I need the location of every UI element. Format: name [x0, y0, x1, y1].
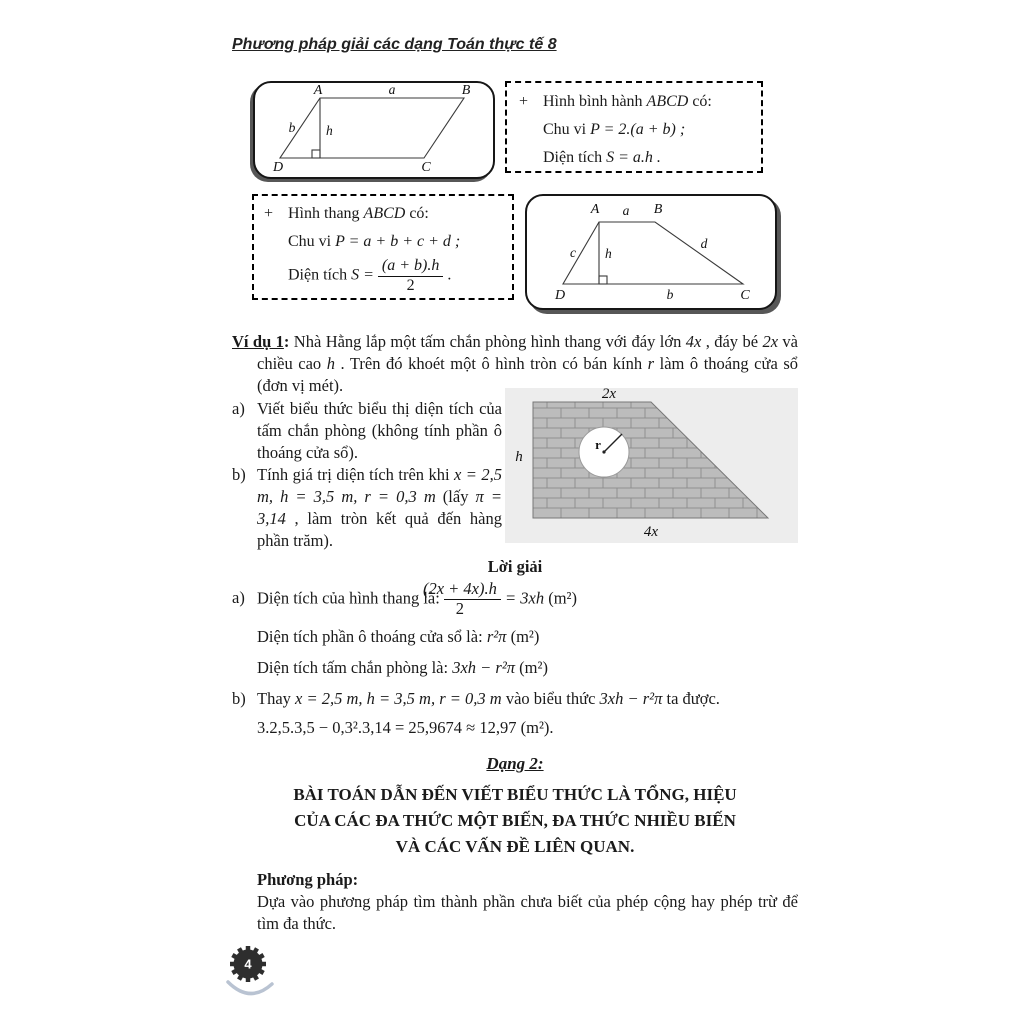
trapezoid-figure-box — [525, 194, 777, 310]
math-4x: 4x — [685, 332, 702, 351]
example-questions — [232, 398, 502, 552]
vertex-a-label: A — [590, 202, 600, 217]
question-b — [232, 464, 502, 552]
parallelogram-title-line — [519, 88, 761, 116]
vertex-b-label: B — [461, 83, 471, 98]
example-text-4: . Trên đó khoét một ô hình tròn có bán kính — [334, 354, 648, 373]
question-b-text-3: , làm tròn kết quả đến hàng phần trăm). — [257, 509, 502, 550]
side-a-label: a — [388, 83, 396, 97]
vertex-d-label: D — [554, 288, 566, 303]
height-label: h — [515, 449, 523, 465]
circle-center-dot — [602, 450, 605, 453]
perimeter-label: Chu vi — [543, 121, 591, 138]
question-a-text: Viết biểu thức biểu thị diện tích của tấm chắn phòng (không tính phần ô thoáng cửa sổ). — [257, 399, 502, 462]
perimeter-label: Chu vi — [288, 233, 336, 250]
fraction-denominator: 2 — [455, 599, 465, 619]
dang-2-heading-line-3: VÀ CÁC VẤN ĐỀ LIÊN QUAN. — [395, 836, 635, 856]
example-label: Ví dụ 1 — [232, 332, 284, 351]
page-number-badge — [222, 942, 280, 1008]
solution-b-calculation: 3.2,5.3,5 − 0,3².3,14 = 25,9674 ≈ 12,97 (m²). — [257, 717, 554, 737]
trapezoid-area-line — [264, 257, 512, 295]
brick-figure-panel — [505, 388, 798, 552]
solution-a-fraction — [422, 579, 501, 619]
solution-a-rhs: = 3xh — [500, 588, 545, 608]
page-header: Phương pháp giải các dạng Toán thực tế 8 — [232, 36, 557, 53]
solution-line-3 — [232, 657, 798, 679]
side-d-label: d — [700, 236, 708, 251]
trapezoid-title-math: ABCD — [363, 205, 406, 222]
question-b-text-2: (lấy — [435, 487, 476, 506]
dang-2-heading-line-1: BÀI TOÁN DẪN ĐẾN VIẾT BIỂU THỨC LÀ TỔNG, HIỆU — [293, 784, 737, 804]
fraction-numerator: (a + b).h — [378, 257, 443, 277]
vertex-c-label: C — [421, 160, 431, 173]
content-column — [232, 36, 798, 935]
side-c-label: c — [570, 245, 576, 260]
solution-line-2-math: r²π — [486, 626, 507, 646]
parallelogram-title-end: có: — [688, 93, 712, 110]
question-b-text-1: Tính giá trị diện tích trên khi — [257, 465, 455, 484]
area-formula: S = a.h . — [606, 149, 661, 166]
dang-2-heading — [232, 782, 798, 860]
trapezoid-title: Hình thang — [288, 205, 364, 222]
question-b-label: b) — [232, 465, 246, 484]
method-text: Dựa vào phương pháp tìm thành phần chưa biết của phép cộng hay phép trừ để tìm đa thức. — [257, 891, 798, 933]
parallelogram-figure-box — [253, 81, 495, 179]
solution-b-math-1: x = 2,5 m, h = 3,5 m, r = 0,3 m — [295, 688, 502, 708]
height-label: h — [326, 123, 333, 138]
radius-label: r — [595, 437, 601, 452]
formula-row-parallelogram — [232, 81, 798, 179]
question-a — [232, 398, 502, 464]
solution-b-line — [232, 688, 798, 710]
math-r: r — [647, 354, 655, 373]
formula-row-trapezoid — [232, 194, 798, 310]
example-body — [232, 388, 798, 552]
solution-a-unit: (m²) — [544, 588, 577, 608]
fraction-numerator: (2x + 4x).h — [444, 580, 501, 600]
height-label: h — [605, 246, 612, 261]
solution-b-label: b) — [232, 688, 246, 708]
solution-b-text-1: Thay — [257, 688, 296, 708]
trapezoid-diagram — [527, 196, 771, 304]
vertex-d-label: D — [272, 160, 284, 173]
parallelogram-area-line — [519, 144, 761, 172]
side-b-label: b — [288, 120, 296, 135]
page-number: 4 — [244, 956, 252, 972]
parallelogram-diagram — [255, 83, 489, 173]
area-label: Diện tích — [288, 266, 352, 284]
trapezoid-shape — [563, 222, 743, 284]
side-a-label: a — [622, 203, 630, 218]
question-b-math-2: π = 3,14 — [257, 487, 502, 528]
side-b-label: b — [666, 287, 674, 302]
example-text-2: , đáy bé — [701, 332, 763, 351]
solution-b-text-2: vào biểu thức — [501, 688, 600, 708]
bullet-plus: + — [519, 93, 529, 110]
example-colon: : — [283, 332, 290, 351]
dang-2-title: Dạng 2: — [486, 753, 544, 773]
parallelogram-perimeter-line — [519, 116, 761, 144]
dang-2-heading-line-2: CỦA CÁC ĐA THỨC MỘT BIẾN, ĐA THỨC NHIỀU BIẾN — [294, 810, 736, 830]
perimeter-formula: P = 2.(a + b) ; — [590, 121, 686, 138]
math-h: h — [326, 354, 335, 373]
example-text-3: và chiều cao — [257, 332, 798, 373]
parallelogram-formula-box — [505, 81, 763, 173]
bottom-base-label: 4x — [643, 524, 659, 540]
solution-line-2-text: Diện tích phần ô thoáng cửa sổ là: — [257, 626, 487, 646]
area-lhs: S = — [351, 266, 374, 284]
question-b-math-1: x = 2,5 m, h = 3,5 m, r = 0,3 m — [257, 465, 502, 506]
parallelogram-title-math: ABCD — [646, 93, 689, 110]
brick-wall-diagram — [505, 388, 798, 543]
question-a-label: a) — [232, 399, 245, 418]
trapezoid-title-end: có: — [405, 205, 429, 222]
solution-line-2-unit: (m²) — [506, 626, 540, 646]
solution-a-text: Diện tích của hình thang là: — [257, 588, 444, 608]
math-2x: 2x — [762, 332, 779, 351]
vertex-c-label: C — [740, 288, 750, 303]
fraction-denominator: 2 — [406, 276, 415, 294]
example-text-5: làm ô thoáng cửa sổ (đơn vị mét). — [257, 354, 798, 395]
gear-icon — [222, 942, 280, 1008]
trapezoid-perimeter-line — [264, 228, 512, 256]
trapezoid-title-line — [264, 200, 512, 228]
bullet-plus: + — [264, 205, 274, 222]
solution-line-3-math: 3xh − r²π — [452, 657, 516, 677]
trapezoid-formula-box — [252, 194, 514, 300]
area-end: . — [447, 266, 452, 284]
area-label: Diện tích — [543, 149, 607, 166]
solution-line-3-unit: (m²) — [515, 657, 548, 677]
solution-line-2 — [232, 626, 798, 648]
solution-b-text-3: ta được. — [662, 688, 720, 708]
area-fraction — [378, 257, 443, 295]
method-label: Phương pháp: — [257, 869, 359, 889]
arc-decoration — [228, 982, 272, 994]
solution-b-math-2: 3xh − r²π — [599, 688, 663, 708]
parallelogram-shape — [280, 98, 464, 158]
solution-a-label: a) — [232, 588, 245, 608]
top-base-label: 2x — [601, 388, 617, 402]
solution-line-3-text: Diện tích tấm chắn phòng là: — [257, 657, 453, 677]
vertex-a-label: A — [313, 83, 323, 98]
example-text-1: Nhà Hằng lắp một tấm chắn phòng hình thang với đáy lớn — [289, 332, 686, 351]
parallelogram-title: Hình bình hành — [543, 93, 647, 110]
vertex-b-label: B — [653, 202, 663, 217]
solution-a-line — [232, 580, 798, 619]
perimeter-formula: P = a + b + c + d ; — [335, 233, 461, 250]
solution-title: Lời giải — [487, 557, 543, 576]
